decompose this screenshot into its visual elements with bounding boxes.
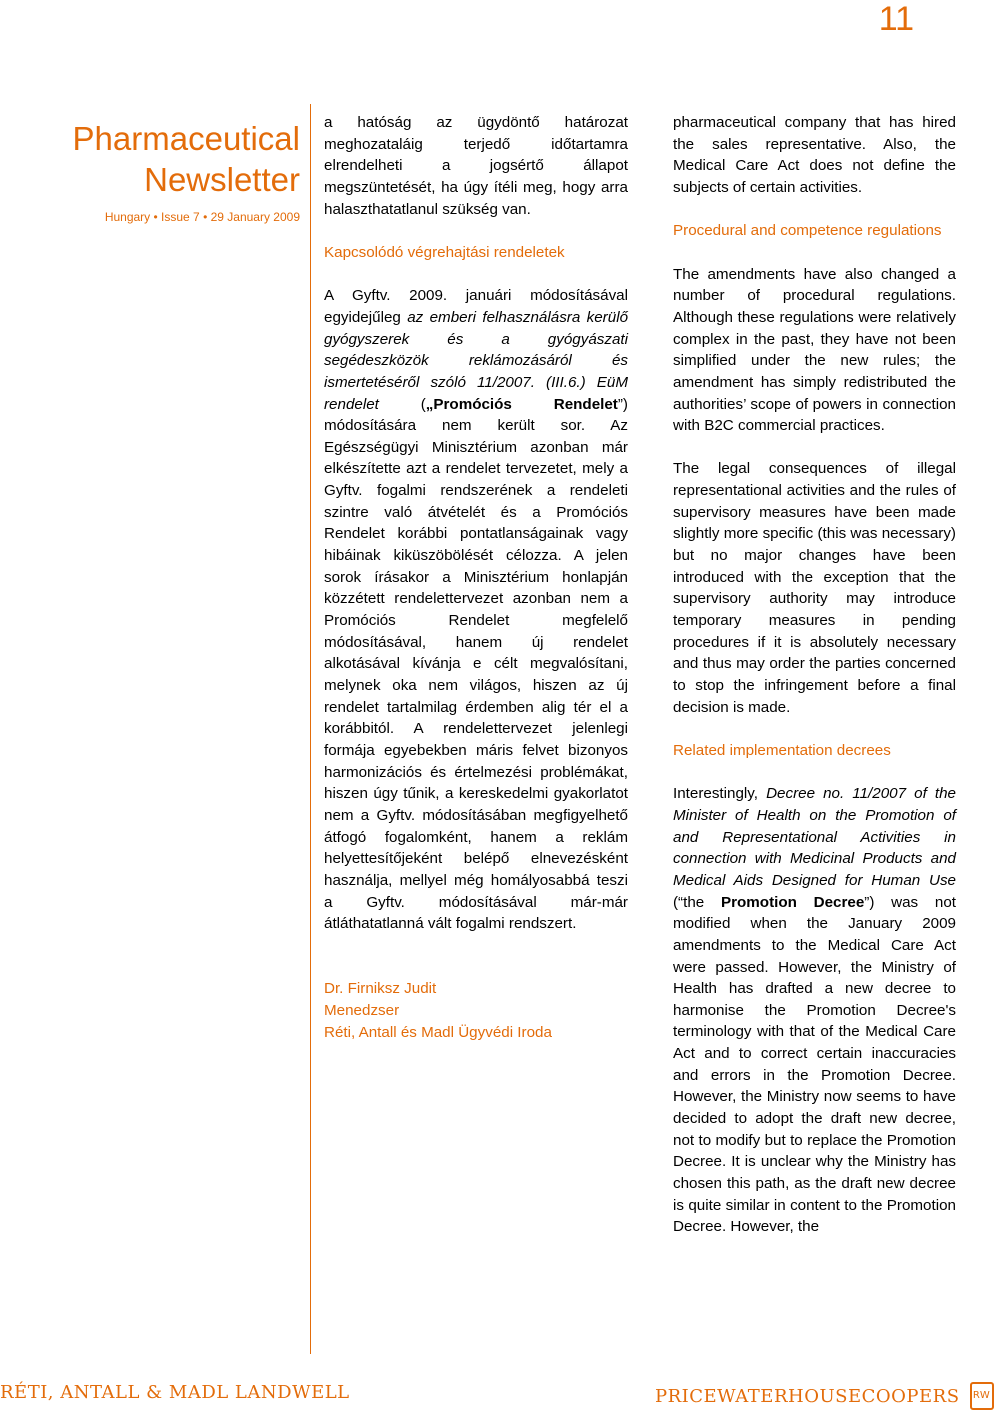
right-paragraph-4 bbox=[673, 783, 956, 1238]
author-role: Menedzser bbox=[324, 1001, 400, 1019]
right-paragraph-3: The legal consequences of illegal representational activities and the rules of supervisory measures have been made slightly more specific (this was necessary) but no major changes have been introduced with the exception that the supervisory authority may introduce temporary measures in pending procedures if it is absolutely necessary and thus may order the parties concerned to stop the infringement before a final decision is made. bbox=[673, 460, 956, 716]
firm-logo-text: RÉTI, ANTALL & MADL LANDWELL bbox=[0, 1382, 350, 1403]
p2-text-a: A Gyftv. 2009. januári módosításával egyidejűleg bbox=[324, 287, 628, 326]
vertical-divider bbox=[310, 104, 311, 1354]
pwc-logo bbox=[655, 1382, 994, 1410]
p4-bold-term: Promotion Decree bbox=[720, 893, 865, 911]
issue-line: Hungary • Issue 7 • 29 January 2009 bbox=[104, 210, 300, 224]
right-heading-1: Procedural and competence regulations bbox=[673, 222, 942, 240]
right-paragraph-1: pharmaceutical company that has hired the sales representative. Also, the Medical Care Act does not define the subjects of certain activities. bbox=[673, 114, 956, 196]
p2-text-b: ( bbox=[378, 395, 426, 413]
middle-column bbox=[324, 112, 628, 1043]
pwc-logo-text: PRICEWATERHOUSECOOPERS bbox=[655, 1385, 960, 1407]
author-name: Dr. Firniksz Judit bbox=[324, 980, 437, 998]
p4-italic-decree: Decree no. 11/2007 of the Minister of Health on the Promotion of and Representational Activities in connection with Medicinal Products and Medical Aids Designed for Human Use bbox=[673, 785, 956, 889]
newsletter-title-line1: Pharmaceutical bbox=[72, 120, 300, 157]
middle-heading: Kapcsolódó végrehajtási rendeletek bbox=[324, 243, 565, 261]
right-heading-2: Related implementation decrees bbox=[673, 741, 891, 759]
p4-text-a: Interestingly, bbox=[673, 785, 767, 803]
p4-text-c: ”) was not modified when the January 2009 amendments to the Medical Care Act were passed. However, the Ministry of Health has drafted a new decree to harmonise the Promotion Decree's terminology with that of the Medical Care Act and to correct certain inaccuracies and errors in the Promotion Decree. However, the Ministry now seems to have decided to adopt the draft new decree, not to modify but to replace the Promotion Decree. It is unclear why the Ministry has chosen this path, as the draft new decree is quite similar in content to the Promotion Decree. However, the bbox=[673, 893, 956, 1236]
firm-logo bbox=[0, 1382, 350, 1403]
right-column bbox=[673, 112, 956, 1238]
p2-text-c: ”) módosítására nem került sor. Az Egészségügyi Minisztérium azonban már elkészítette azt a rendelet tervezetet, mely a Gyftv. fogalmi rendszerének a rendeleti szintre való átvételét és a Promóciós Rendelet korábbi pontatlanságainak vagy hibáinak kiküszöbölését célozza. A jelen sorok írásakor a Minisztérium honlapján közzétett rendelettervezet azonban nem a Promóciós Rendelet megfelelő módosításával, hanem új rendelet alkotásával kívánja e célt megvalósítani, melynek oka nem világos, hiszen az új rendelet tartalmilag érdemben alig tér el a korábbitól. A rendelettervezet jelenlegi formája egyebekben máris felvet bizonyos harmonizációs és értelmezési problémákat, hiszen úgy tűnik, a kereskedelmi gyakorlatot nem a Gyftv. módosításában megfigyelhető átfogó fogalomként, hanem a reklám helyettesítőjeként belépő elnevezésként használja, mellyel még homályosabbá teszi a Gyftv. módosításával már-már átláthatatlanná vált fogalmi rendszert. bbox=[324, 395, 628, 933]
p2-italic-decree: az emberi felhasználásra kerülő gyógyszerek és a gyógyászati segédeszközök reklámozásáról és ismertetéséről szóló 11/2007. (III.6.) EüM rendelet bbox=[324, 308, 629, 413]
newsletter-title-line2: Newsletter bbox=[144, 161, 300, 198]
masthead bbox=[40, 118, 300, 224]
middle-paragraph-1: a hatóság az ügydöntő határozat meghozataláig terjedő időtartamra elrendelheti a jogsértő állapot megszüntetését, ha úgy ítéli meg, hogy arra halaszthatatlanul szükség van. bbox=[324, 114, 628, 218]
right-paragraph-2: The amendments have also changed a number of procedural regulations. Although these regulations were relatively complex in the past, they have not been simplified under the new rules; the amendment has simply redistributed the authorities’ scope of powers in connection with B2C commercial practices. bbox=[673, 265, 956, 435]
p4-text-b: (“the bbox=[673, 893, 721, 911]
middle-paragraph-2 bbox=[324, 285, 628, 935]
author-firm: Réti, Antall és Madl Ügyvédi Iroda bbox=[324, 1023, 552, 1041]
pwc-mark-icon: RW bbox=[970, 1382, 994, 1410]
page-number: 11 bbox=[878, 0, 914, 38]
p2-bold-term: „Promóciós Rendelet bbox=[425, 395, 618, 413]
